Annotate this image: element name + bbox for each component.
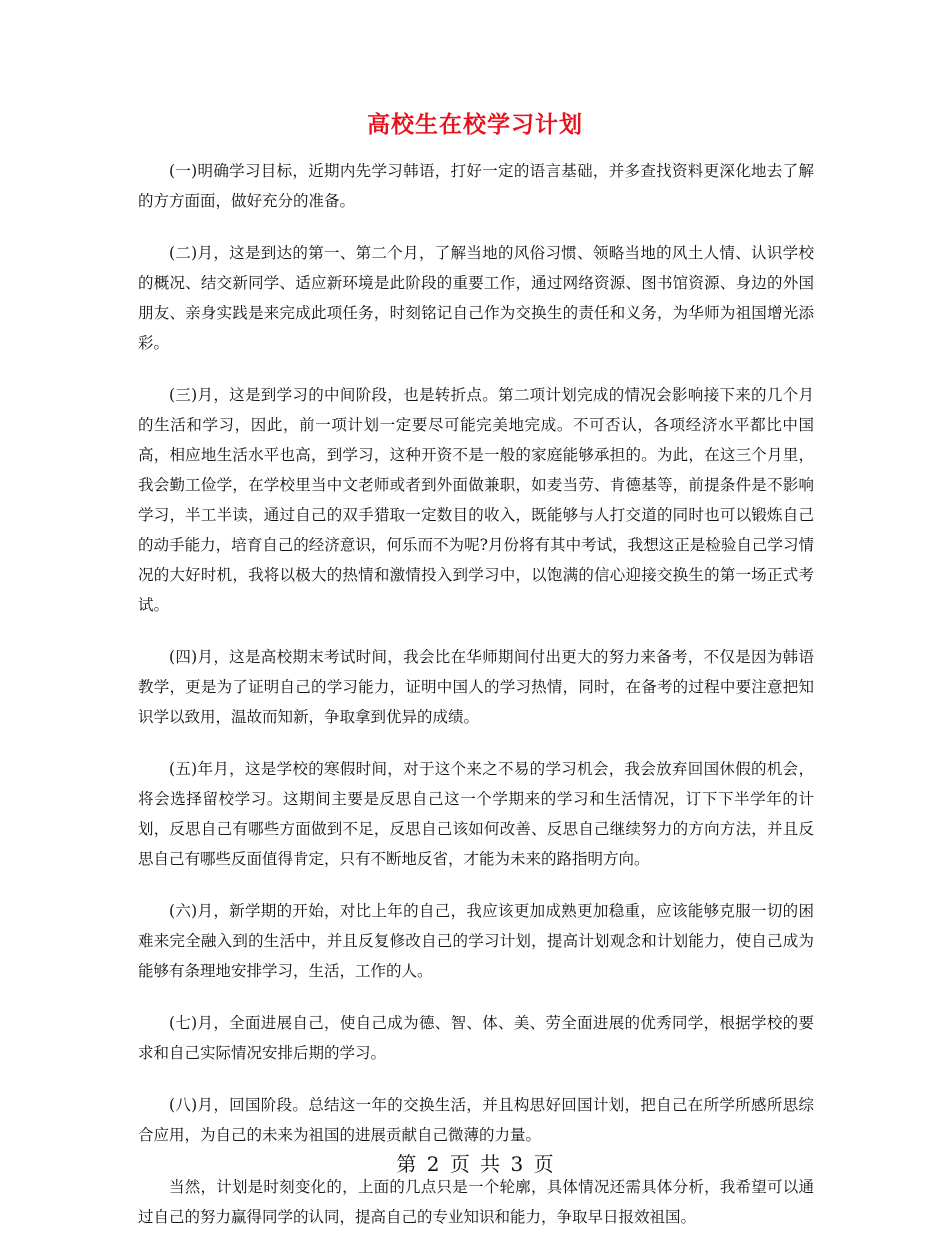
paragraph-8: (八)月，回国阶段。总结这一年的交换生活，并且构思好回国计划，把自己在所学所感所思综合应用，为自己的未来为祖国的进展贡献自己微薄的力量。	[138, 1096, 814, 1144]
paragraph-4: (四)月，这是高校期末考试时间，我会比在华师期间付出更大的努力来备考，不仅是因为韩语教学，更是为了证明自己的学习能力，证明中国人的学习热情，同时，在备考的过程中要注意把知识学以致用，温故而知新，争取拿到优异的成绩。	[138, 648, 814, 726]
paragraph-1: (一)明确学习目标，近期内先学习韩语，打好一定的语言基础，并多查找资料更深化地去了解的方方面面，做好充分的准备。	[138, 162, 814, 210]
paragraph-2: (二)月，这是到达的第一、第二个月，了解当地的风俗习惯、领略当地的风土人情、认识学校的概况、结交新同学、适应新环境是此阶段的重要工作，通过网络资源、图书馆资源、身边的外国朋友、亲身实践是来完成此项任务，时刻铭记自己作为交换生的责任和义务，为华师为祖国增光添彩。	[138, 244, 814, 352]
paragraph-5: (五)年月，这是学校的寒假时间，对于这个来之不易的学习机会，我会放弃回国休假的机会，将会选择留校学习。这期间主要是反思自己这一个学期来的学习和生活情况，订下下半学年的计划，反思自己有哪些方面做到不足，反思自己该如何改善、反思自己继续努力的方向方法，并且反思自己有哪些反面值得肯定，只有不断地反省，才能为未来的路指明方向。	[138, 760, 814, 868]
paragraph-7: (七)月，全面进展自己，使自己成为德、智、体、美、劳全面进展的优秀同学，根据学校的要求和自己实际情况安排后期的学习。	[138, 1014, 814, 1062]
document-body	[138, 156, 814, 1254]
paragraph-3: (三)月，这是到学习的中间阶段，也是转折点。第二项计划完成的情况会影响接下来的几个月的生活和学习，因此，前一项计划一定要尽可能完美地完成。不可否认，各项经济水平都比中国高，相应地生活水平也高，到学习，这种开资不是一般的家庭能够承担的。为此，在这三个月里，我会勤工俭学，在学校里当中文老师或者到外面做兼职，如麦当劳、肯德基等，前提条件是不影响学习，半工半读，通过自己的双手猎取一定数目的收入，既能够与人打交道的同时也可以锻炼自己的动手能力，培育自己的经济意识，何乐而不为呢?月份将有其中考试，我想这正是检验自己学习情况的大好时机，我将以极大的热情和激情投入到学习中，以饱满的信心迎接交换生的第一场正式考试。	[138, 386, 814, 614]
paragraph-9: 当然，计划是时刻变化的，上面的几点只是一个轮廓，具体情况还需具体分析，我希望可以通过自己的努力赢得同学的认同，提高自己的专业知识和能力，争取早日报效祖国。	[138, 1178, 814, 1226]
page-number: 第 2 页 共 3 页	[396, 1152, 554, 1176]
document-title: 高校生在校学习计划	[367, 111, 583, 138]
paragraph-6: (六)月，新学期的开始，对比上年的自己，我应该更加成熟更加稳重，应该能够克服一切的困难来完全融入到的生活中，并且反复修改自己的学习计划，提高计划观念和计划能力，使自己成为能够有条理地安排学习，生活，工作的人。	[138, 902, 814, 980]
